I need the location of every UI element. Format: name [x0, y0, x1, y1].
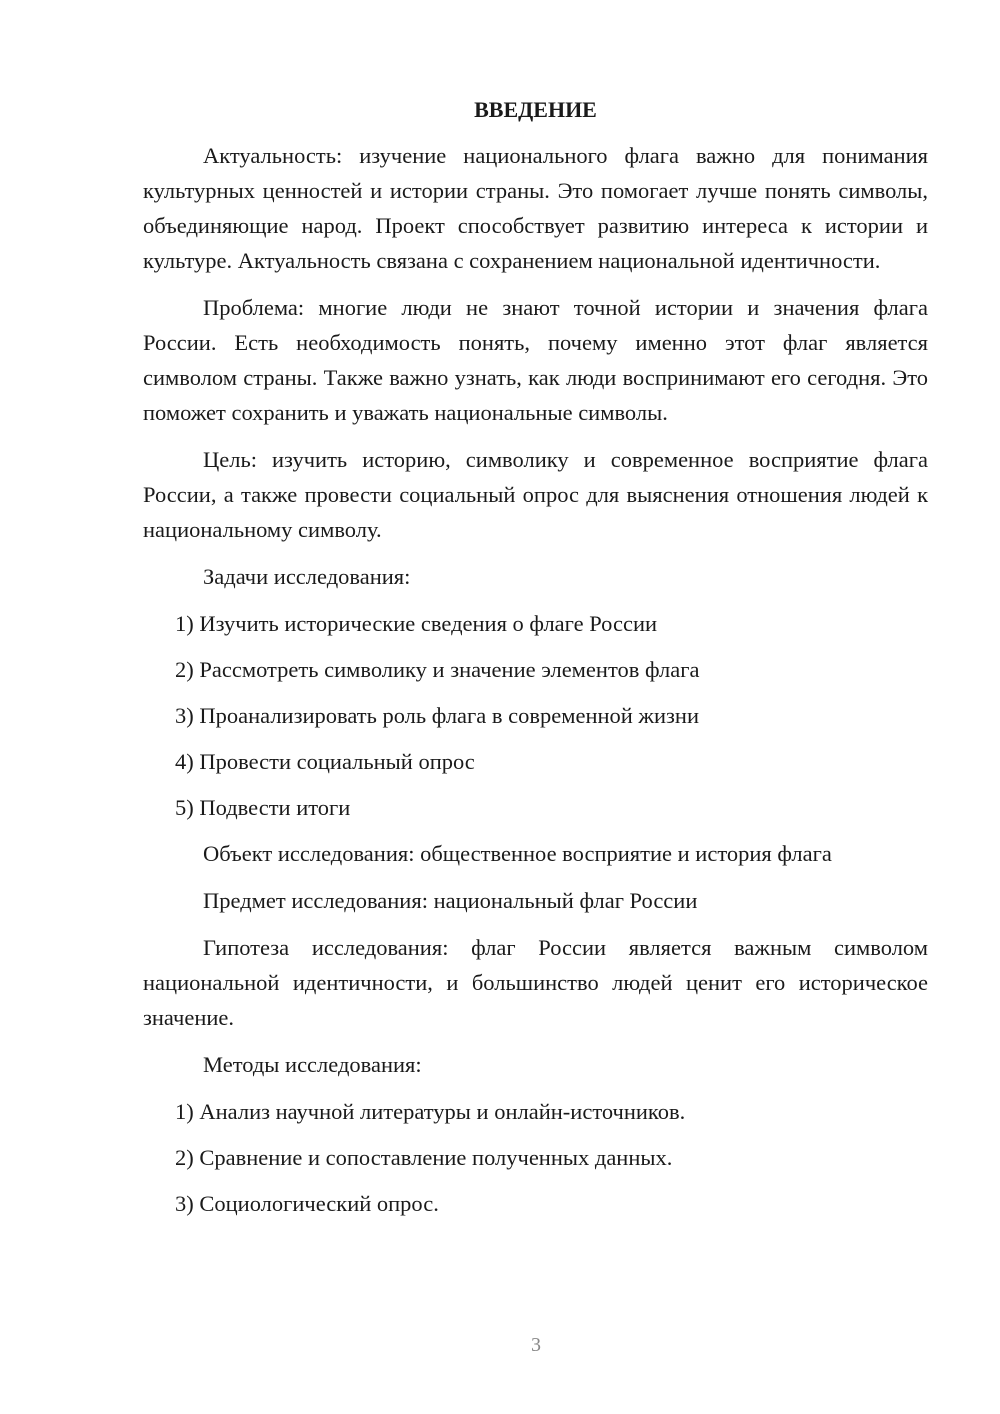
- object-paragraph: Объект исследования: общественное восприятие и история флага: [203, 841, 832, 866]
- list-item: 2) Сравнение и сопоставление полученных данных.: [175, 1145, 673, 1170]
- section-title: ВВЕДЕНИЕ: [474, 97, 597, 122]
- hypothesis-paragraph: Гипотеза исследования: флаг России является важным символом национальной идентичности, и большинство людей ценит его историческое значение.: [143, 935, 928, 1030]
- subject-paragraph: Предмет исследования: национальный флаг России: [203, 888, 698, 913]
- goal-paragraph: Цель: изучить историю, символику и современное восприятие флага России, а также провести социальный опрос для выяснения отношения людей к национальному символу.: [143, 447, 928, 542]
- tasks-heading: Задачи исследования:: [203, 564, 411, 589]
- relevance-paragraph: Актуальность: изучение национального флага важно для понимания культурных ценностей и истории страны. Это помогает лучше понять символы, объединяющие народ. Проект способствует развитию интереса к истории и культуре. Актуальность связана с сохранением национальной идентичности.: [143, 143, 928, 273]
- document-page: [143, 94, 928, 1232]
- page-number: 3: [531, 1334, 541, 1356]
- methods-heading: Методы исследования:: [203, 1052, 422, 1077]
- list-item: 3) Проанализировать роль флага в современной жизни: [175, 703, 699, 728]
- tasks-list: [143, 606, 928, 825]
- problem-paragraph: Проблема: многие люди не знают точной истории и значения флага России. Есть необходимость понять, почему именно этот флаг является символом страны. Также важно узнать, как люди воспринимают его сегодня. Это поможет сохранить и уважать национальные символы.: [143, 295, 928, 425]
- list-item: 1) Анализ научной литературы и онлайн-источников.: [175, 1099, 686, 1124]
- list-item: 1) Изучить исторические сведения о флаге России: [175, 611, 658, 636]
- methods-list: [143, 1094, 928, 1221]
- list-item: 5) Подвести итоги: [175, 795, 351, 820]
- list-item: 2) Рассмотреть символику и значение элементов флага: [175, 657, 700, 682]
- list-item: 3) Социологический опрос.: [175, 1191, 439, 1216]
- list-item: 4) Провести социальный опрос: [175, 749, 475, 774]
